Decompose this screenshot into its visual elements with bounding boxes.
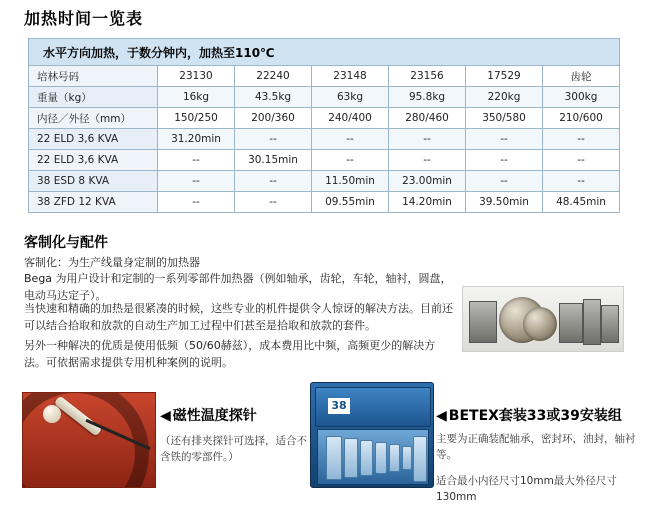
table-cell: -- xyxy=(543,171,620,192)
caption-left-sub: （还有排夹探针可选择，适合不含铁的零部件。） xyxy=(160,435,307,463)
table-cell: 09.55min xyxy=(312,192,389,213)
table-cell: 300kg xyxy=(543,87,620,108)
table-cell: 30.15min xyxy=(235,150,312,171)
heating-time-table-wrapper xyxy=(28,38,620,213)
table-cell: 22240 xyxy=(235,66,312,87)
caption-right-title-row xyxy=(436,408,636,425)
table-row xyxy=(29,129,620,150)
table-row xyxy=(29,87,620,108)
table-cell: -- xyxy=(235,171,312,192)
table-cell: 95.8kg xyxy=(389,87,466,108)
table-cell: 11.50min xyxy=(312,171,389,192)
case-badge: 38 xyxy=(328,398,350,414)
table-cell: 240/400 xyxy=(312,108,389,129)
table-body xyxy=(29,39,620,213)
page-title: 加热时间一览表 xyxy=(24,9,144,28)
table-cell: 200/360 xyxy=(235,108,312,129)
table-cell: 210/600 xyxy=(543,108,620,129)
betex-case-photo xyxy=(310,382,434,488)
section-paragraph-3: 当快速和精确的加热是很紧凑的时候，这些专业的机件提供令人惊讶的解决方法。目前还可以结合拾取和放款的自动生产加工过程中们甚至是拾取和放款的套件。 xyxy=(24,302,453,332)
table-cell: -- xyxy=(158,150,235,171)
table-cell: -- xyxy=(466,171,543,192)
table-row-header: 22 ELD 3,6 KVA xyxy=(29,129,158,150)
table-cell: 16kg xyxy=(158,87,235,108)
table-cell: 23130 xyxy=(158,66,235,87)
table-cell: -- xyxy=(389,150,466,171)
table-cell: -- xyxy=(235,192,312,213)
table-cell: 63kg xyxy=(312,87,389,108)
table-cell: 280/460 xyxy=(389,108,466,129)
table-cell: 17529 xyxy=(466,66,543,87)
heater-products-photo xyxy=(462,286,624,352)
heating-time-table xyxy=(28,38,620,213)
caption-left-title: 磁性温度探针 xyxy=(172,408,257,424)
table-row-header: 重量（kg） xyxy=(29,87,158,108)
table-cell: -- xyxy=(235,129,312,150)
caption-right xyxy=(436,408,636,505)
left-arrow-icon-2: ◀ xyxy=(436,408,447,424)
caption-right-title: BETEX套装33或39安装组 xyxy=(448,408,622,424)
table-cell: -- xyxy=(158,192,235,213)
table-cell: -- xyxy=(158,171,235,192)
table-cell: 23148 xyxy=(312,66,389,87)
caption-left-title-row xyxy=(160,408,310,425)
table-cell: -- xyxy=(466,150,543,171)
section-paragraph-2: Bega 为用户设计和定制的一系列零部件加热器（例如轴承，齿轮，车轮，轴衬，圆盘，电动马达定子）。 xyxy=(24,272,452,302)
table-row xyxy=(29,66,620,87)
section-paragraph-1: 客制化：为生产线量身定制的加热器 xyxy=(24,256,200,269)
table-cell: -- xyxy=(389,129,466,150)
caption-right-line2: 适合最小内径尺寸10mm最大外径尺寸130mm xyxy=(436,475,617,503)
table-cell: -- xyxy=(466,129,543,150)
table-row xyxy=(29,108,620,129)
case-tray-shape xyxy=(317,429,429,485)
left-arrow-icon: ◀ xyxy=(160,408,171,424)
caption-left xyxy=(160,408,310,465)
table-row xyxy=(29,171,620,192)
probe-knob-shape xyxy=(43,405,61,423)
table-cell: 31.20min xyxy=(158,129,235,150)
table-row-header: 内径／外径（mm） xyxy=(29,108,158,129)
section-heading-custom: 客制化与配件 xyxy=(24,235,108,251)
table-cell: 43.5kg xyxy=(235,87,312,108)
table-cell: 齿轮 xyxy=(543,66,620,87)
table-row-header: 22 ELD 3,6 KVA xyxy=(29,150,158,171)
table-row xyxy=(29,192,620,213)
table-cell: 220kg xyxy=(466,87,543,108)
table-cell: -- xyxy=(312,129,389,150)
table-cell: 150/250 xyxy=(158,108,235,129)
table-cell: 23.00min xyxy=(389,171,466,192)
table-cell: -- xyxy=(543,150,620,171)
table-band-label: 水平方向加热，于数分钟内，加热至110℃ xyxy=(29,39,620,66)
table-cell: 48.45min xyxy=(543,192,620,213)
table-cell: 23156 xyxy=(389,66,466,87)
section-paragraph-4: 另外一种解决的优质是使用低频（50/60赫兹），成本费用比中频，高频更少的解决方法。可依据需求提供专用机种案例的说明。 xyxy=(24,339,436,369)
caption-right-line1: 主要为正确装配轴承，密封环，油封，轴衬等。 xyxy=(436,433,636,461)
case-lid-shape xyxy=(315,387,431,427)
table-row-header: 培林号码 xyxy=(29,66,158,87)
table-row xyxy=(29,150,620,171)
table-row-header: 38 ESD 8 KVA xyxy=(29,171,158,192)
table-cell: -- xyxy=(543,129,620,150)
table-band-row xyxy=(29,39,620,66)
table-row-header: 38 ZFD 12 KVA xyxy=(29,192,158,213)
table-cell: 39.50min xyxy=(466,192,543,213)
table-cell: -- xyxy=(312,150,389,171)
table-cell: 14.20min xyxy=(389,192,466,213)
magnetic-probe-photo xyxy=(22,392,156,488)
table-cell: 350/580 xyxy=(466,108,543,129)
